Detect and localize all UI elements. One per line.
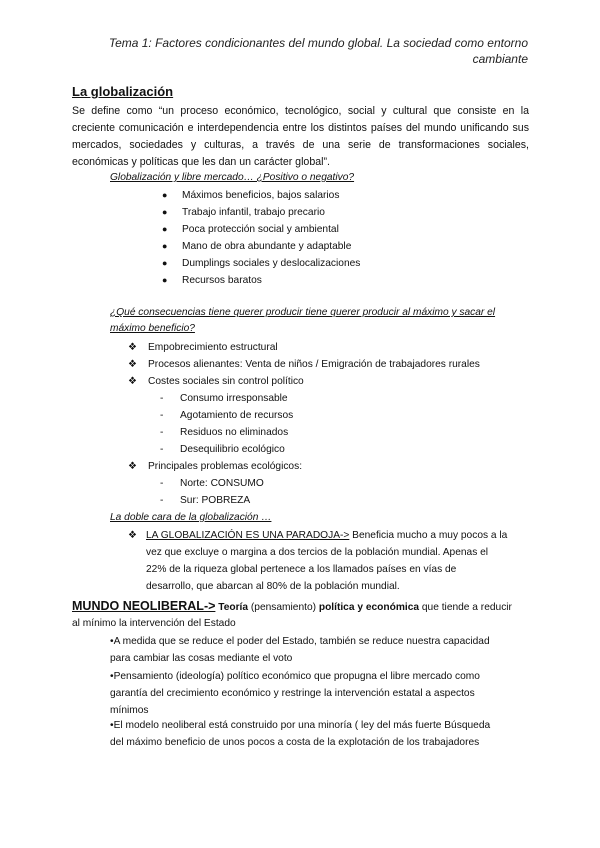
list-item: ● Dumplings sociales y deslocalizaciones (162, 255, 360, 272)
neoliberal-heading-line: MUNDO NEOLIBERAL-> Teoría (pensamiento) política y económica que tiende a reducir (72, 599, 512, 613)
paradoja-label: LA GLOBALIZACIÓN ES UNA PARADOJA-> (146, 530, 350, 541)
list-item: ❖ Costes sociales sin control político (128, 373, 480, 390)
header-line-1: Tema 1: Factores condicionantes del mundo global. La sociedad como entorno (108, 36, 528, 50)
bullet-icon: ● (162, 224, 168, 234)
dash-bullet: - (160, 444, 164, 455)
list-item: ❖ Procesos alienantes: Venta de niños / Emigración de trabajadores rurales (128, 356, 480, 373)
dash-bullet: - (160, 410, 164, 421)
section-title-neoliberal: MUNDO NEOLIBERAL-> (72, 599, 216, 613)
list-item: - Agotamiento de recursos (160, 407, 293, 424)
bullet-list-libre-mercado (162, 187, 360, 289)
list-item: - Norte: CONSUMO (160, 475, 264, 492)
subheading-libre-mercado: Globalización y libre mercado… ¿Positivo o negativo? (110, 172, 355, 183)
page-header (88, 35, 528, 67)
eco-sublist (160, 475, 264, 509)
list-item: ● Máximos beneficios, bajos salarios (162, 187, 360, 204)
subheading-consecuencias: ¿Qué consecuencias tiene querer producir tiene querer producir al máximo y sacar el máximo beneficio? (110, 307, 496, 334)
diamond-bullet-icon: ❖ (128, 342, 137, 353)
list-item: - Sur: POBREZA (160, 492, 264, 509)
section-title-globalizacion: La globalización (72, 84, 174, 99)
list-item: ● Poca protección social y ambiental (162, 221, 360, 238)
costes-sublist (160, 390, 293, 458)
bullet-icon: ● (162, 190, 168, 200)
dash-bullet: - (160, 427, 164, 438)
dash-bullet: - (160, 393, 164, 404)
list-item: - Residuos no eliminados (160, 424, 293, 441)
eco-problems-item (128, 458, 302, 475)
neoliberal-point-2: •Pensamiento (ideología) político económico que propugna el libre mercado como garantía del crecimiento económico y restringe la intervención estatal a aspectos mínimos (110, 671, 480, 716)
list-item: ● Recursos baratos (162, 272, 360, 289)
dash-bullet: - (160, 478, 164, 489)
list-item: ● Trabajo infantil, trabajo precario (162, 204, 360, 221)
diamond-bullet-icon: ❖ (128, 530, 137, 541)
bullet-icon: ● (162, 241, 168, 251)
bullet-icon: ● (162, 258, 168, 268)
diamond-bullet-icon: ❖ (128, 461, 137, 472)
list-item: - Desequilibrio ecológico (160, 441, 293, 458)
list-item: ● Mano de obra abundante y adaptable (162, 238, 360, 255)
paradoja-block: ❖ LA GLOBALIZACIÓN ES UNA PARADOJA-> Beneficia mucho a muy pocos a la vez que excluye o margina a dos tercios de la población mundial. Apenas el 22% de la riqueza global pertenece a los llamados países en vías de desarrollo, que abarcan al 80% de la población mundial. (128, 527, 528, 595)
bullet-icon: ● (162, 207, 168, 217)
list-item: ❖ Principales problemas ecológicos: (128, 458, 302, 475)
list-item: ❖ Empobrecimiento estructural (128, 339, 480, 356)
bullet-icon: ● (162, 275, 168, 285)
consequences-list (128, 339, 480, 390)
subheading-doble-cara: La doble cara de la globalización … (110, 512, 272, 523)
list-item: - Consumo irresponsable (160, 390, 293, 407)
neoliberal-point-3: •El modelo neoliberal está construido por una minoría ( ley del más fuerte Búsqueda del máximo beneficio de unos pocos a costa de la explotación de los trabajadores (110, 720, 491, 748)
neoliberal-point-1: •A medida que se reduce el poder del Estado, también se reduce nuestra capacidad para cambiar las cosas mediante el voto (110, 636, 490, 664)
definition-paragraph: Se define como “un proceso económico, tecnológico, social y cultural que consiste en la creciente comunicación e interdependencia entre los distintos países del mundo unificando sus mercados, sociedades y culturas, a través de una serie de transformaciones sociales, económicas y políticas que les dan un carácter global”. (72, 105, 529, 168)
diamond-bullet-icon: ❖ (128, 359, 137, 370)
dash-bullet: - (160, 495, 164, 506)
neoliberal-heading-line-2: al mínimo la intervención del Estado (72, 618, 236, 629)
header-line-2: cambiante (472, 52, 528, 66)
diamond-bullet-icon: ❖ (128, 376, 137, 387)
